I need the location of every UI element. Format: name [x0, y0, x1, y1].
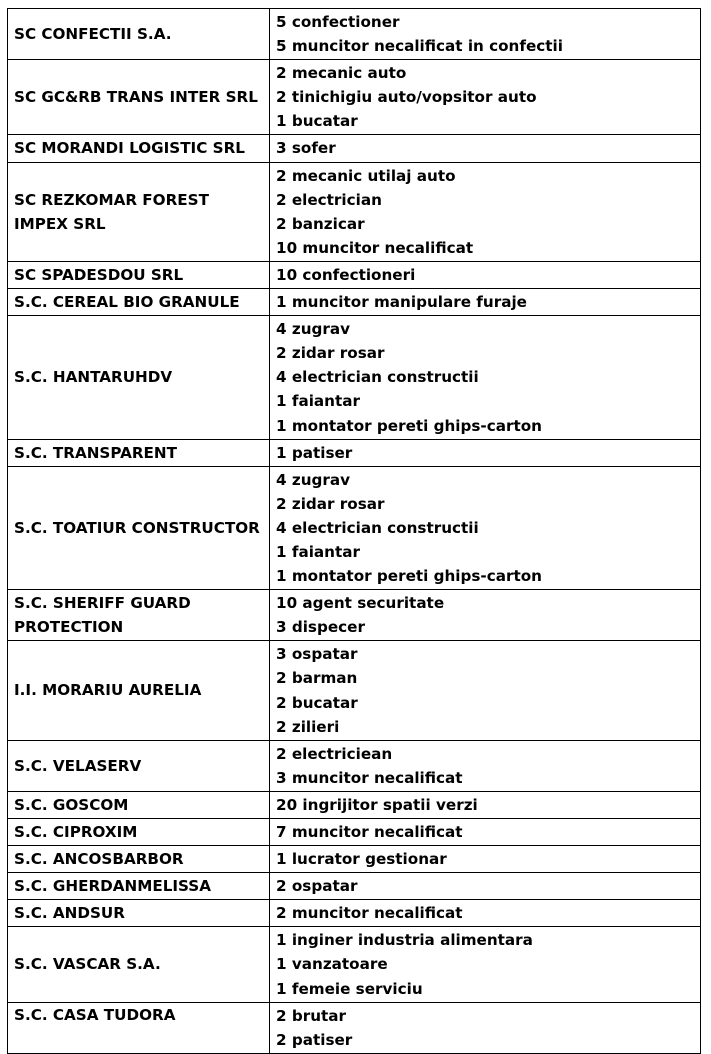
- job-opening: 10 muncitor necalificat: [276, 238, 474, 257]
- jobs-table-body: [8, 9, 701, 1054]
- job-opening: 2 brutar: [276, 1006, 347, 1025]
- job-opening: 2 mecanic utilaj auto: [276, 166, 456, 185]
- table-row: [8, 466, 701, 589]
- job-opening: 2 tinichigiu auto/vopsitor auto: [276, 88, 537, 107]
- table-row: [8, 439, 701, 466]
- job-openings-cell: [270, 590, 701, 641]
- table-row: [8, 316, 701, 439]
- job-openings-cell: [270, 60, 701, 135]
- job-opening: 10 confectioneri: [276, 265, 416, 284]
- table-row: [8, 819, 701, 846]
- company-name-cell: S.C. VELASERV: [8, 740, 270, 791]
- job-openings-cell: [270, 466, 701, 589]
- job-openings-cell: [270, 439, 701, 466]
- table-row: [8, 740, 701, 791]
- job-opening: 1 faiantar: [276, 392, 360, 411]
- job-opening: 3 muncitor necalificat: [276, 768, 463, 787]
- job-opening: 1 patiser: [276, 443, 353, 462]
- job-opening: 1 faiantar: [276, 542, 360, 561]
- company-name-cell: S.C. ANDSUR: [8, 900, 270, 927]
- job-openings-cell: [270, 846, 701, 873]
- job-openings-cell: [270, 162, 701, 261]
- job-opening: 2 zilieri: [276, 717, 340, 736]
- job-openings-cell: [270, 316, 701, 439]
- table-row: [8, 590, 701, 641]
- company-name-cell: S.C. VASCAR S.A.: [8, 927, 270, 1002]
- table-row: [8, 791, 701, 818]
- job-openings-cell: [270, 135, 701, 162]
- job-opening: 4 zugrav: [276, 320, 351, 339]
- table-row: [8, 873, 701, 900]
- table-row: [8, 261, 701, 288]
- company-name-cell: S.C. CIPROXIM: [8, 819, 270, 846]
- job-opening: 2 zidar rosar: [276, 344, 385, 363]
- company-name-cell: S.C. TRANSPARENT: [8, 439, 270, 466]
- company-name-cell: S.C. ANCOSBARBOR: [8, 846, 270, 873]
- company-name-cell: I.I. MORARIU AURELIA: [8, 641, 270, 740]
- job-openings-cell: [270, 900, 701, 927]
- table-row: [8, 927, 701, 1002]
- job-opening: 20 ingrijitor spatii verzi: [276, 795, 478, 814]
- job-opening: 5 confectioner: [276, 13, 400, 31]
- job-opening: 1 femeie serviciu: [276, 979, 423, 998]
- job-opening: 4 zugrav: [276, 470, 351, 489]
- company-name-cell: SC CONFECTII S.A.: [8, 9, 270, 60]
- company-name-cell: S.C. GOSCOM: [8, 791, 270, 818]
- job-opening: 1 montator pereti ghips-carton: [276, 567, 542, 586]
- job-openings-cell: [270, 819, 701, 846]
- job-openings-cell: [270, 873, 701, 900]
- job-opening: 2 electrician: [276, 190, 382, 209]
- table-row: [8, 641, 701, 740]
- job-opening: 1 inginer industria alimentara: [276, 931, 533, 950]
- table-row: [8, 1002, 701, 1053]
- job-opening: 2 electriciean: [276, 744, 393, 763]
- company-name-cell: SC SPADESDOU SRL: [8, 261, 270, 288]
- job-opening: 2 banzicar: [276, 214, 365, 233]
- job-openings-cell: [270, 641, 701, 740]
- job-openings-cell: [270, 1002, 701, 1053]
- job-openings-cell: [270, 791, 701, 818]
- job-openings-cell: [270, 740, 701, 791]
- company-name-cell: SC GC&RB TRANS INTER SRL: [8, 60, 270, 135]
- company-name-cell: S.C. HANTARUHDV: [8, 316, 270, 439]
- table-row: [8, 846, 701, 873]
- table-row: [8, 289, 701, 316]
- job-opening: 2 zidar rosar: [276, 494, 385, 513]
- company-name-cell: SC REZKOMAR FOREST IMPEX SRL: [8, 162, 270, 261]
- job-opening: 10 agent securitate: [276, 594, 445, 613]
- table-row: [8, 900, 701, 927]
- company-name-cell: S.C. GHERDANMELISSA: [8, 873, 270, 900]
- job-opening: 1 bucatar: [276, 112, 358, 131]
- job-opening: 4 electrician constructii: [276, 518, 479, 537]
- company-name-cell: S.C. CASA TUDORA: [8, 1002, 270, 1053]
- job-opening: 1 vanzatoare: [276, 955, 388, 974]
- job-opening: 1 montator pereti ghips-carton: [276, 416, 542, 435]
- job-opening: 3 dispecer: [276, 618, 365, 637]
- job-opening: 3 sofer: [276, 139, 336, 158]
- company-name-cell: S.C. SHERIFF GUARD PROTECTION: [8, 590, 270, 641]
- company-name-cell: SC MORANDI LOGISTIC SRL: [8, 135, 270, 162]
- job-opening: 2 bucatar: [276, 693, 358, 712]
- job-opening: 4 electrician constructii: [276, 368, 479, 387]
- table-row: [8, 135, 701, 162]
- table-row: [8, 162, 701, 261]
- job-openings-cell: [270, 9, 701, 60]
- job-opening: 2 ospatar: [276, 877, 358, 896]
- job-opening: 3 ospatar: [276, 645, 358, 664]
- table-row: [8, 9, 701, 60]
- job-openings-cell: [270, 927, 701, 1002]
- company-name-cell: S.C. CEREAL BIO GRANULE: [8, 289, 270, 316]
- job-opening: 2 muncitor necalificat: [276, 904, 463, 923]
- jobs-table: [7, 8, 701, 1054]
- job-opening: 2 mecanic auto: [276, 64, 407, 83]
- company-name-cell: S.C. TOATIUR CONSTRUCTOR: [8, 466, 270, 589]
- job-opening: 1 muncitor manipulare furaje: [276, 293, 527, 312]
- job-opening: 2 barman: [276, 669, 358, 688]
- job-openings-cell: [270, 261, 701, 288]
- job-opening: 1 lucrator gestionar: [276, 850, 447, 869]
- table-row: [8, 60, 701, 135]
- job-opening: 5 muncitor necalificat in confectii: [276, 37, 563, 56]
- job-opening: 2 patiser: [276, 1030, 353, 1049]
- job-opening: 7 muncitor necalificat: [276, 823, 463, 841]
- job-openings-cell: [270, 289, 701, 316]
